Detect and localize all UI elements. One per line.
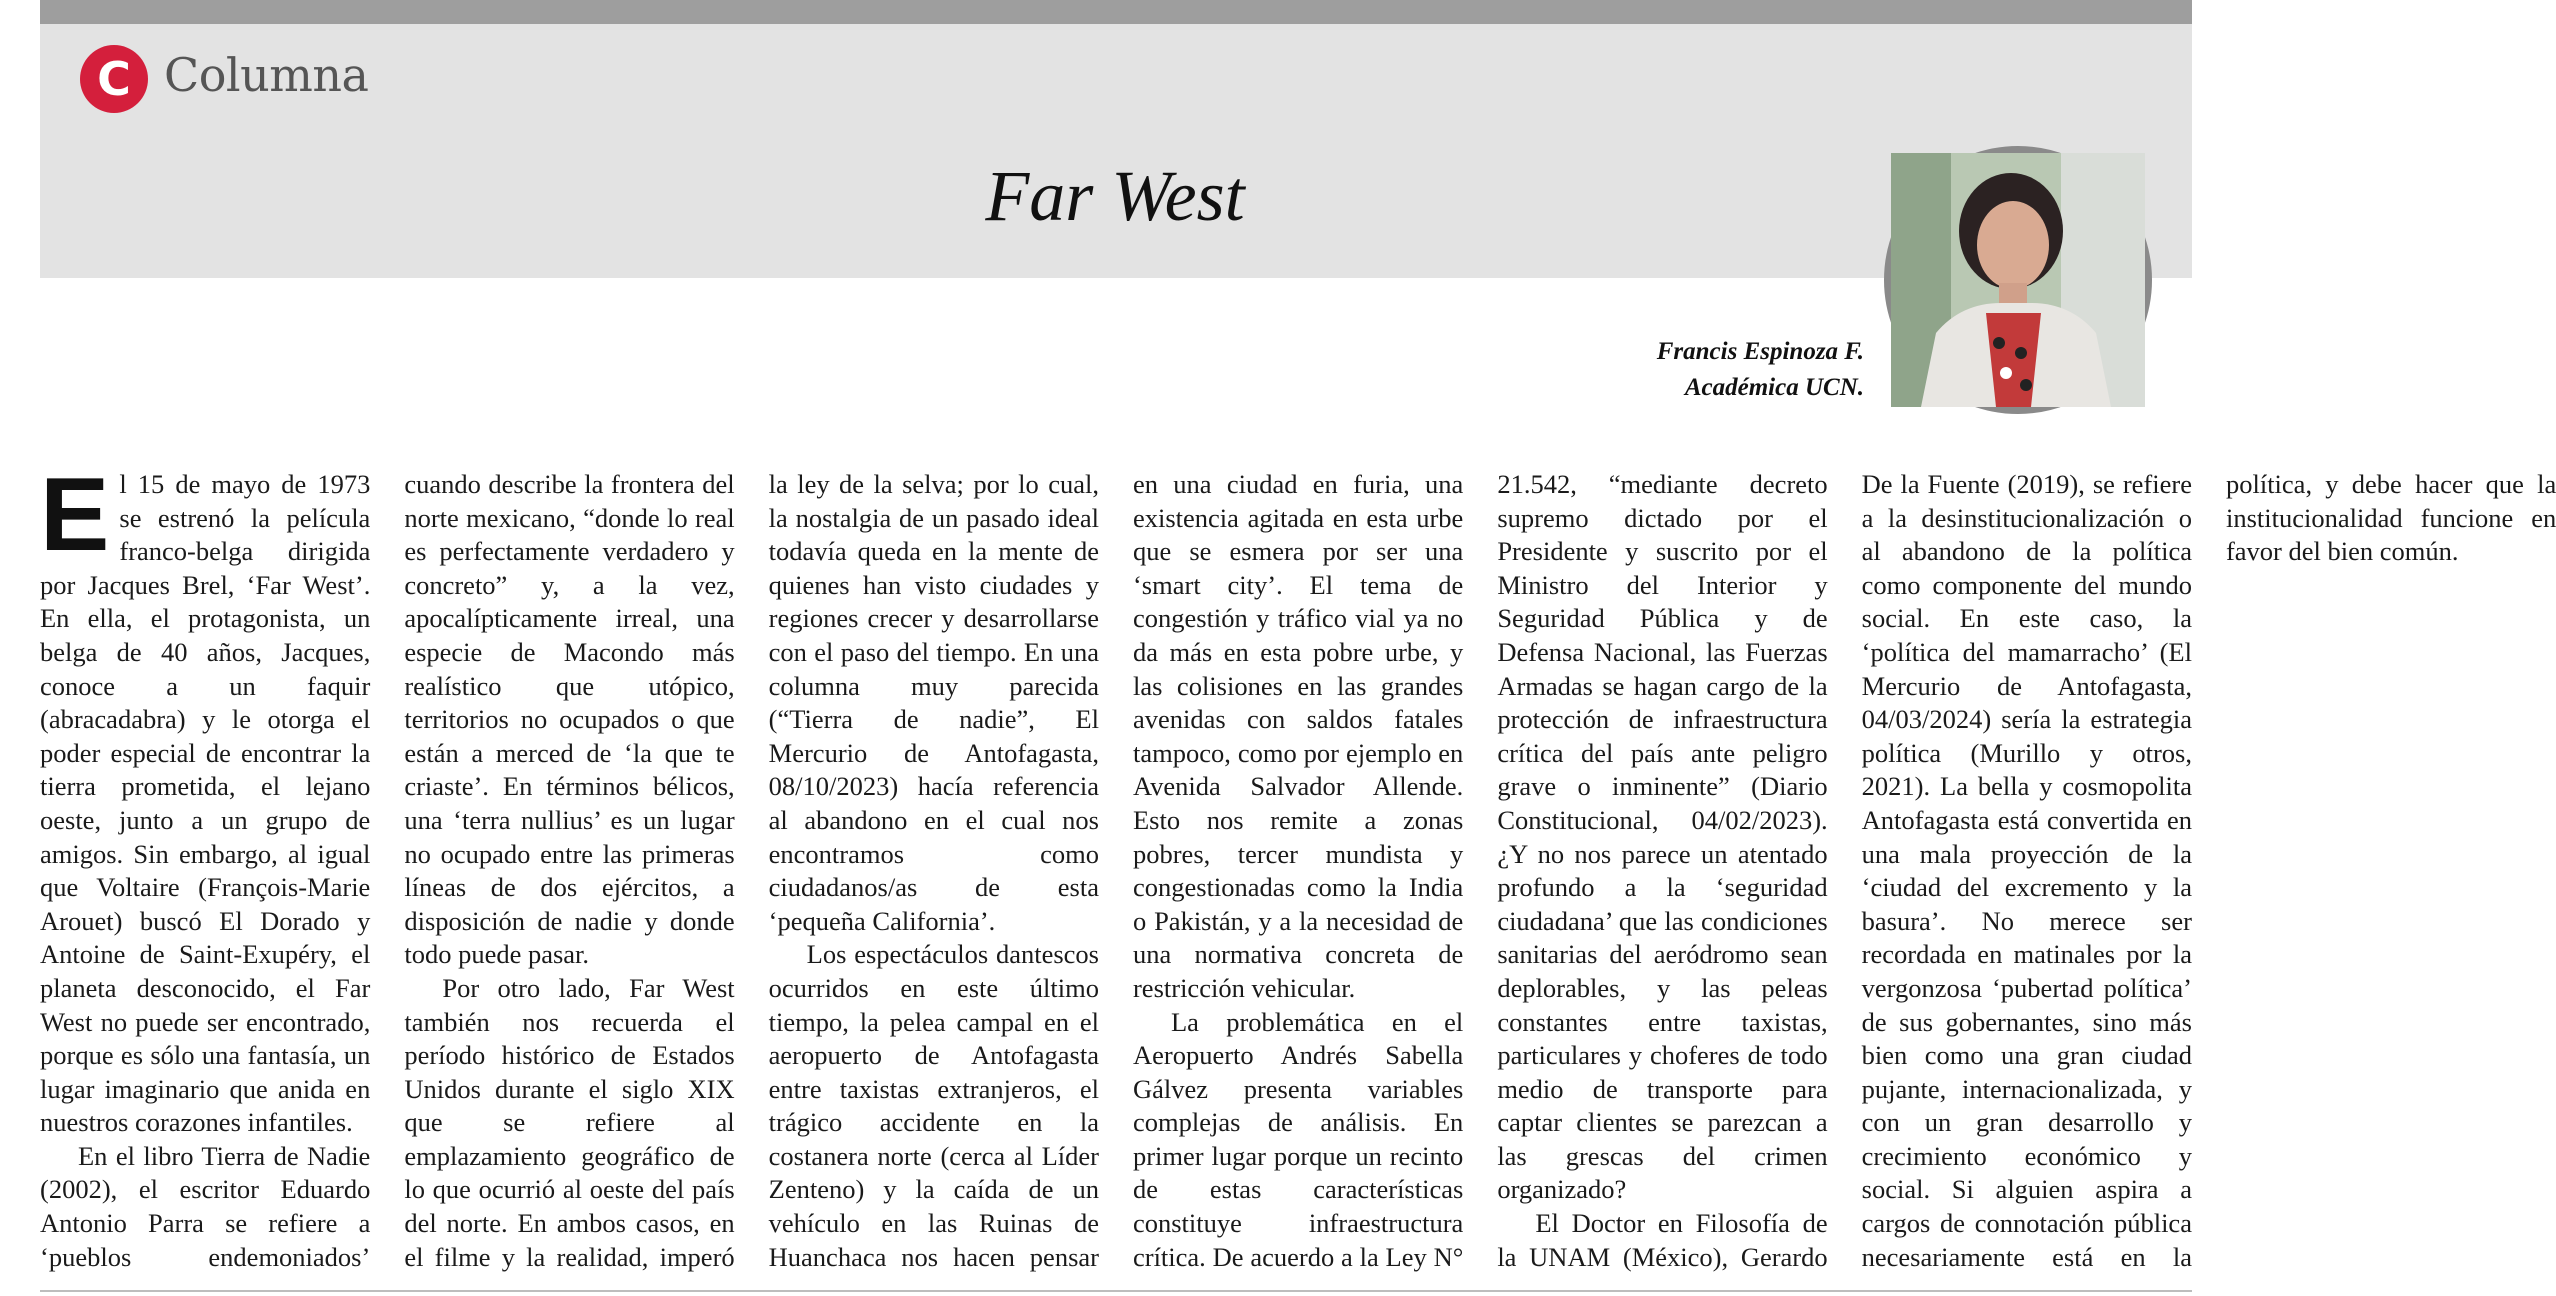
drop-cap: E <box>40 457 110 573</box>
article-paragraph: El Doctor en Filosofía de la UNAM (México), Gerardo De la Fuente (2019), se refiere a la desinstitucionalización o al abandono de la política como componente del mundo social. En este caso, la ‘política del mamarracho’ (El Mercurio de Antofagasta, 04/03/2024) sería la estrategia política (Murillo y otros, 2021). La bella y cosmopolita Antofagasta está convertida en una mala proyección de la ‘ciudad del excremento y la basura’. No merece ser recordada en matinales por la vergonzosa ‘pubertad política’ de sus gobernantes, sino más bien como una gran ciudad pujante, internacionalizada, y con un gran desarrollo y crecimiento económico y social. Si alguien aspira a cargos de connotación pública necesariamente está en la política, y debe hacer que la institucionalidad funcione en favor del bien común. <box>1497 469 2556 1272</box>
headline: Far West <box>985 156 1245 236</box>
article-paragraph: La problemática en el Aeropuerto Andrés Sabella Gálvez presenta variables complejas de análisis. En primer lugar porque un recinto de estas características constituye infraestructura crítica. De acuerdo a la Ley N° 21.542, “mediante decreto supremo dictado por el Presidente y suscrito por el Ministro del Interior y Seguridad Pública y de Defensa Nacional, las Fuerzas Armadas se hagan cargo de la protección de infraestructura crítica del país ante peligro grave o inminente” (Diario Constitucional, 04/02/2023). ¿Y no nos parece un atentado profundo a la ‘seguridad ciudadana’ que las condiciones sanitarias del aeródromo sean deplorables, y las peleas constantes entre taxistas, particulares y choferes de todo medio de transporte para captar clientes se parezcan a las grescas del crimen organizado? <box>1132 469 1828 1272</box>
article-paragraph: El 15 de mayo de 1973 se estrenó la película franco-belga dirigida por Jacques Brel, ‘Far West’. En ella, el protagonista, un belga de 40 años, Jacques, conoce a un faquir (abracadabra) y le otorga el poder especial de encontrar la tierra prometida, el lejano oeste, junto a un grupo de amigos. Sin embargo, al igual que Voltaire (François-Marie Arouet) buscó El Dorado y Antoine de Saint-Exupéry, el planeta desconocido, el Far West no puede ser encontrado, porque es sólo una fantasía, un lugar imaginario que anida en nuestros corazones infantiles. <box>40 457 371 1138</box>
top-bar <box>40 0 2192 24</box>
author-portrait-image <box>1891 153 2145 407</box>
bottom-rule <box>40 1290 2192 1292</box>
article-paragraph: En el libro Tierra de Nadie (2002), el escritor Eduardo Antonio Parra se refiere a ‘pueblos endemoniados’ cuando describe la frontera del norte mexicano, “donde lo real es perfectamente verdadero y concreto” y, a la vez, apocalípticamente irreal, una especie de Macondo más realístico que utópico, territorios no ocupados o que están a merced de ‘la que te criaste’. En términos bélicos, una ‘terra nullius’ es un lugar no ocupado entre las primeras líneas de dos ejércitos, a disposición de nadie y donde todo puede pasar. <box>40 469 735 1272</box>
article-paragraph: Por otro lado, Far West también nos recuerda el período histórico de Estados Unidos durante el siglo XIX que se refiere al emplazamiento geográfico de lo que ocurrió al oeste del país del norte. En ambos casos, en el filme y la realidad, imperó la ley de la selva; por lo cual, la nostalgia de un pasado ideal todavía queda en la mente de quienes han visto ciudades y regiones crecer y desarrollarse con el paso del tiempo. En una columna muy parecida (“Tierra de nadie”, El Mercurio de Antofagasta, 08/10/2023) hacía referencia al abandono en el cual nos encontramos como ciudadanos/as de esta ‘pequeña California’. <box>404 469 1099 1272</box>
author-photo <box>1884 146 2152 414</box>
author-name: Francis Espinoza F. <box>1656 338 1864 365</box>
article-paragraph: Los espectáculos dantescos ocurridos en este último tiempo, la pelea campal en el aeropuerto de Antofagasta entre taxistas extranjeros, el trágico accidente en la costanera norte (cerca al Líder Zenteno) y la caída de un vehículo en las Ruinas de Huanchaca nos hacen pensar en una ciudad en furia, una existencia agitada en esta urbe que se esmera por ser una ‘smart city’. El tema de congestión y tráfico vial ya no da más en esta pobre urbe, y las colisiones en las grandes avenidas con saldos fatales tampoco, como por ejemplo en Avenida Salvador Allende. Esto nos remite a zonas pobres, tercer mundista y congestionadas como la India o Pakistán, y a la necesidad de una normativa concreta de restricción vehicular. <box>768 469 1464 1272</box>
column-logo-icon: C <box>80 45 148 113</box>
author-role: Académica UCN. <box>1684 374 1864 401</box>
byline <box>1657 334 1864 406</box>
article-body <box>40 457 2556 1278</box>
section-label: Columna <box>164 48 369 102</box>
